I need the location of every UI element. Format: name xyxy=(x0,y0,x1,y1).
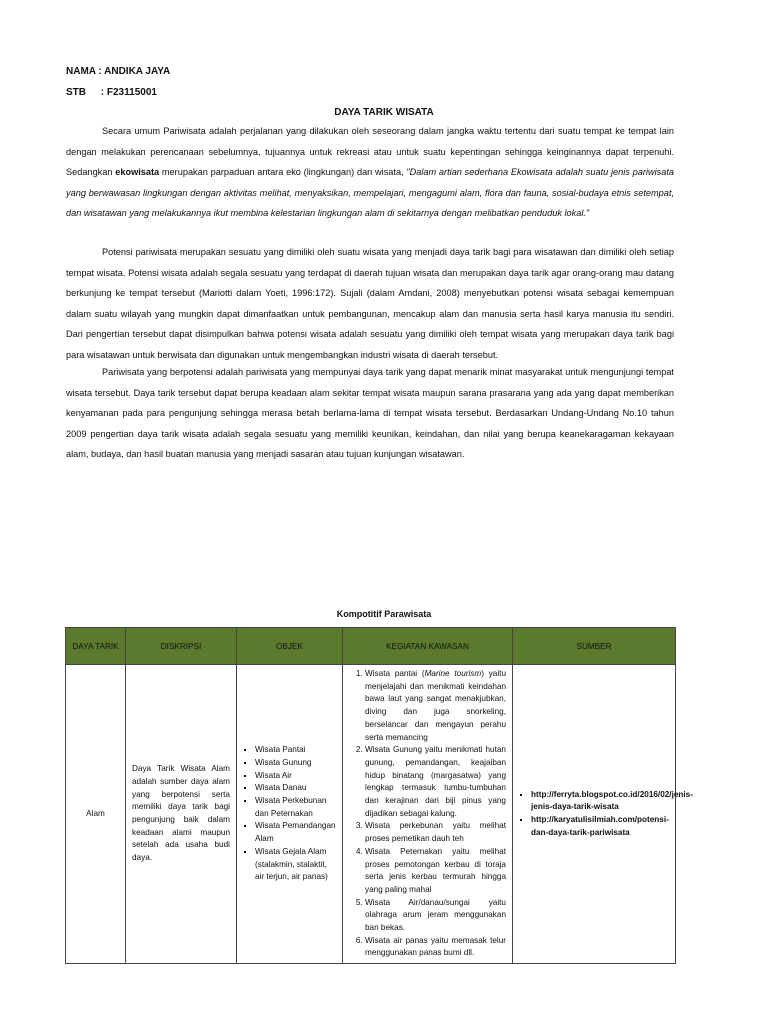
list-item: 6. Wisata air panas yaitu memasak telur menggunakan panas bumi dll. xyxy=(365,935,506,960)
student-id xyxy=(66,87,157,98)
list-item: ▪ Wisata Pantai xyxy=(255,744,336,757)
paragraph-3: Pariwisata yang berpotensi adalah pariwisata yang mempunyai daya tarik yang dapat menarik minat masyarakat untuk mengunjungi tempat wisata tersebut. Daya tarik tersebut dapat berupa keadaan alam sekitar tempat wisata maupun sarana prasarana yang ada yang dapat memberikan kenyamanan pada para pengunjung sehingga merasa betah berlama-lama di tempat wisata tersebut. Berdasarkan Undang-Undang No.10 tahun 2009 pengertian daya tarik wisata adalah segala sesuatu yang memiliki keunikan, keindahan, dan nilai yang berupa keanekaragaman kekayaan alam, budaya, dan hasil buatan manusia yang menjadi sasaran atau tujuan kunjungan wisatawan. xyxy=(66,367,674,460)
table-header-row xyxy=(66,628,676,665)
list-item: ▪ Wisata Danau xyxy=(255,782,336,795)
list-item: ▪ Wisata Perkebunan dan Peternakan xyxy=(255,795,336,820)
document-title: DAYA TARIK WISATA xyxy=(334,107,434,118)
list-item: 3. Wisata perkebunan yaitu melihat proses pemetikan dauh teh xyxy=(365,820,506,845)
list-item: ▪ Wisata Pemandangan Alam xyxy=(255,820,336,845)
cell-sumber xyxy=(513,665,693,964)
paragraph-1-text-a: Secara umum Pariwisata adalah perjalanan yang dilakukan oleh seseorang dalam jangka waktu tertentu dari suatu tempat ke tempat lain dengan melakukan perencanaan sebelumnya, tujuannya untuk rekreasi atau untuk suatu kepentingan sehingga keinginannya dapat terpenuhi. Sedangkan xyxy=(66,126,674,178)
paragraph-1-text-b: merupakan parpaduan antara eko (lingkungan) dan wisata, xyxy=(159,167,407,178)
paragraph-1 xyxy=(66,121,674,224)
stb-value: : F23115001 xyxy=(100,87,157,98)
header-objek: OBJEK xyxy=(237,628,343,665)
list-item: ▪ Wisata Gejala Alam (stalakmin, stalaktit, air terjun, air panas) xyxy=(255,846,336,884)
paragraph-2: Potensi pariwisata merupakan sesuatu yang dimiliki oleh suatu wisata yang menjadi daya tarik bagi para wisatawan dan dimiliki oleh setiap tempat wisata. Potensi wisata adalah segala sesuatu yang terdapat di daerah tujuan wisata dan merupakan daya tarik agar orang-orang mau datang berkunjung ke tempat tersebut (Mariotti dalam Yoeti, 1996:172). Sujali (dalam Amdani, 2008) menyebutkan potensi wisata sebagai kemempuan dalam suatu wilayah yang mungkin dapat dimanfaatkan untuk pembangunan, mencakup alam dan manusia serta hasil karya manusia itu sendiri. Dari pengertian tersebut dapat disimpulkan bahwa potensi wisata adalah sesuatu yang dimiliki oleh tempat wisata yang merupakan daya tarik bagi para wisatawan untuk berwisata dan digunakan untuk mengembangkan industri wisata di daerah tersebut. xyxy=(66,247,674,360)
list-item: ▪ Wisata Gunung xyxy=(255,757,336,770)
header-kegiatan-kawasan: KEGIATAN KAWASAN xyxy=(343,628,513,665)
header-diskripsi: DISKRIPSI xyxy=(126,628,237,665)
header-daya-tarik: DAYA TARIK xyxy=(66,628,126,665)
table-row xyxy=(66,665,676,964)
list-item xyxy=(365,668,506,744)
paragraph-1-bold-term: ekowisata xyxy=(115,167,160,178)
header-sumber: SUMBER xyxy=(513,628,676,665)
cell-kegiatan xyxy=(343,665,513,964)
kegiatan-text: ) yaitu menjelajahi dan menikmati keindahan bawa laut yang sangat menakjubkan, diving dan juga snorkeling, berselancar dan mengayun perahu serta memancing xyxy=(365,669,506,742)
table-title: Kompotitif Parawisata xyxy=(336,609,432,619)
stb-key: STB xyxy=(66,87,86,98)
source-link[interactable]: ▪ http://ferryta.blogspot.co.id/2016/02/jenis-jenis-daya-tarik-wisata xyxy=(531,789,669,814)
kegiatan-text: Wisata pantai ( xyxy=(365,669,425,678)
sumber-list xyxy=(519,789,693,840)
cell-objek xyxy=(237,665,343,964)
source-link[interactable]: ▪ http://karyatulisilmiah.com/potensi-dan-daya-tarik-pariwisata xyxy=(531,814,669,839)
cell-deskripsi: Daya Tarik Wisata Alam adalah sumber daya alam yang berpotensi serta memiliki daya tarik bagi pengunjung baik dalam keadaan alami maupun setelah ada usaha budi daya. xyxy=(126,665,237,964)
list-item: ▪ Wisata Air xyxy=(255,770,336,783)
paragraph-1-quote: "Dalam artian sederhana Ekowisata adalah suatu jenis pariwisata yang berwawasan lingkungan dengan aktivitas melihat, menyaksikan, mempelajari, mengagumi alam, flora dan fauna, sosial-budaya etnis setempat, dan wisatawan yang melakukannya ikut membina kelestarian lingkungan alam di sekitarnya dengan melibatkan penduduk lokal." xyxy=(66,167,674,219)
list-item: 2. Wisata Gunung yaitu menikmati hutan gunung, pemandangan, keajaiban hidup binatang (margasatwa) yang lengkap termasuk tumbu-tumbuhan dan kerajinan dari biji pinus yang dijadikan sebagai kalung. xyxy=(365,744,506,820)
list-item: 4. Wisata Peternakan yaitu melihat proses pemotongan kerbau di toraja serta jenis kerbau termurah hingga yang paling mahal xyxy=(365,846,506,897)
tourism-table xyxy=(65,627,693,964)
cell-daya-tarik: Alam xyxy=(66,665,126,964)
kegiatan-list xyxy=(349,668,506,960)
list-item: 5. Wisata Air/danau/sungai yaitu olahraga arum jeram menggunakan ban bekas. xyxy=(365,897,506,935)
kegiatan-italic: Marine tourism xyxy=(424,669,482,678)
objek-list xyxy=(243,744,336,884)
student-name: NAMA : ANDIKA JAYA xyxy=(66,66,171,77)
